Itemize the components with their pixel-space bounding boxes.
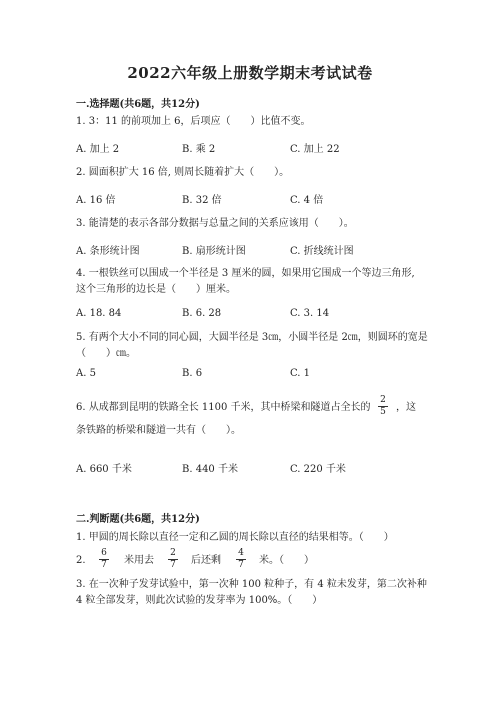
q6-fraction-denominator: 5: [380, 407, 386, 417]
q2-option-b: B. 32 倍: [182, 195, 222, 206]
judgment-2-text-3: 米。（ ）: [259, 555, 314, 566]
q4-option-a: A. 18. 84: [76, 308, 122, 319]
judgment-3-line-2: 4 粒全部发芽，则此次试验的发芽率为 100%。（ ）: [76, 595, 323, 606]
question-2: 2. 圆面积扩大 16 倍, 则周长随着扩大（ ）。: [76, 167, 290, 178]
question-6-line-2: 条铁路的桥梁和隧道一共有（ ）。: [76, 425, 241, 436]
question-4-line-2: 这个三角形的边长是（ ）厘米。: [76, 284, 236, 295]
q6-option-b: B. 440 千米: [182, 464, 238, 475]
j2-fraction-2-numerator: 2: [168, 548, 178, 560]
question-5-line-1: 5. 有两个大小不同的同心圆，大圆半径是 3㎝，小圆半径是 2㎝，则圆环的宽是: [76, 332, 428, 343]
q6-option-a: A. 660 千米: [76, 464, 132, 475]
q1-option-c: C. 加上 22: [290, 144, 340, 155]
judgment-3-line-1: 3. 在一次种子发芽试验中，第一次种 100 粒种子，有 4 粒未发芽，第二次补种: [76, 579, 427, 590]
j2-fraction-1: [99, 548, 109, 571]
q6-fraction-numerator: 2: [378, 395, 388, 407]
q3-option-a: A. 条形统计图: [76, 246, 140, 257]
judgment-2-text-2: 后还剩: [191, 555, 221, 566]
section-heading-judgment: 二.判断题(共6题，共12分): [76, 514, 200, 525]
j2-fraction-2-denominator: 7: [170, 560, 176, 570]
q5-option-a: A. 5: [76, 368, 96, 379]
question-6-line-1: 6. 从成都到昆明的铁路全长 1100 千米，其中桥梁和隧道占全长的: [76, 402, 371, 413]
j2-fraction-1-denominator: 7: [101, 560, 107, 570]
judgment-2-prefix: 2.: [76, 555, 86, 566]
j2-fraction-3-numerator: 4: [236, 548, 246, 560]
q5-option-c: C. 1: [290, 368, 311, 379]
question-3: 3. 能清楚的表示各部分数据与总量之间的关系应该用（ ）。: [76, 218, 354, 229]
q3-option-b: B. 扇形统计图: [182, 246, 246, 257]
j2-fraction-3-denominator: 7: [238, 560, 244, 570]
q4-option-c: C. 3. 14: [290, 308, 330, 319]
q6-fraction: [378, 395, 388, 418]
j2-fraction-2: [168, 548, 178, 571]
q2-option-c: C. 4 倍: [290, 195, 324, 206]
j2-fraction-1-numerator: 6: [99, 548, 109, 560]
judgment-1: 1. 甲圆的周长除以直径一定和乙圆的周长除以直径的结果相等。（ ）: [76, 532, 394, 543]
q4-option-b: B. 6. 28: [182, 308, 222, 319]
q1-option-a: A. 加上 2: [76, 144, 120, 155]
q3-option-c: C. 折线统计图: [290, 246, 354, 257]
section-heading-choice: 一.选择题(共6题，共12分): [76, 99, 200, 110]
q1-option-b: B. 乘 2: [182, 144, 216, 155]
q5-option-b: B. 6: [182, 368, 203, 379]
judgment-2-text-1: 米用去: [124, 555, 154, 566]
question-6-line-1-end: ，这: [396, 402, 416, 413]
question-1: 1. 3：11 的前项加上 6，后项应（ ）比值不变。: [76, 116, 311, 127]
question-4-line-1: 4. 一根铁丝可以围成一个半径是 3 厘米的圆，如果用它围成一个等边三角形,: [76, 268, 415, 279]
question-5-line-2: （ ）㎝。: [76, 348, 136, 359]
page-title: 2022六年级上册数学期末考试试卷: [127, 64, 373, 82]
j2-fraction-3: [236, 548, 246, 571]
q6-option-c: C. 220 千米: [290, 464, 346, 475]
q2-option-a: A. 16 倍: [76, 195, 116, 206]
